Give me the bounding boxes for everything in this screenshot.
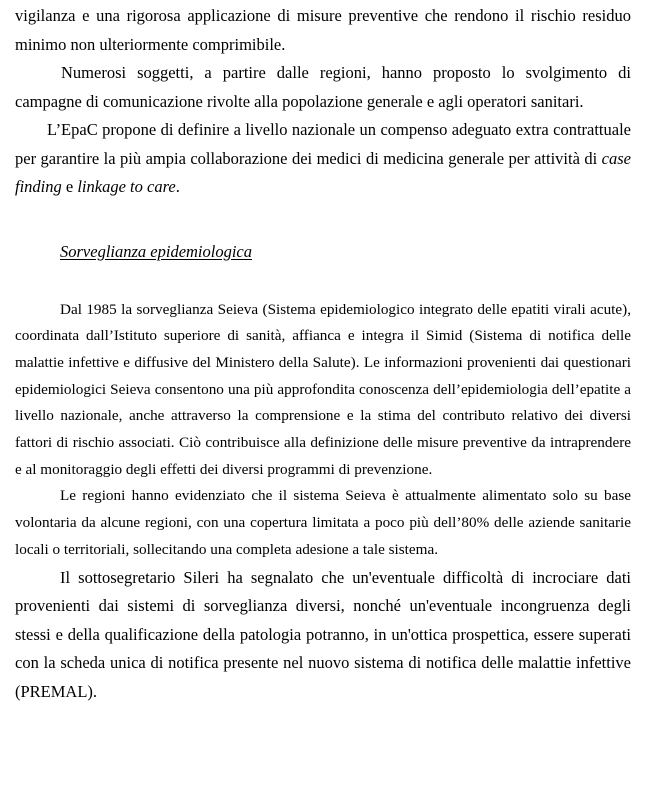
- paragraph-seieva: Dal 1985 la sorveglianza Seieva (Sistema epidemiologico integrato delle epatiti virali acute), coordinata dall’Istituto superiore di sanità, affianca e integra il Simid (Sistema di notifica delle malattie infettive e diffusive del Ministero della Salute). Le informazioni provenienti dai questionari epidemiologici Seieva consentono una più approfondita conoscenza dell’epidemiologia dell’epatite a livello nazionale, anche attraverso la comprensione e la stima del contributo relativo dei diversi fattori di rischio associati. Ciò contribuisce alla definizione delle misure preventive da intraprendere e al monitoraggio degli effetti dei diversi programmi di prevenzione.: [15, 300, 631, 478]
- paragraph-epac-text: L’EpaC propone di definire a livello nazionale un compenso adeguato extra contrattuale per garantire la più ampia collaborazione dei medici di medicina generale per attività di: [15, 120, 631, 168]
- term-case-finding: case finding: [15, 148, 631, 196]
- document-page: [15, 0, 631, 706]
- paragraph-epac-end: .: [175, 177, 180, 196]
- paragraph-epac: [15, 116, 631, 202]
- section-heading: Sorveglianza epidemiologica: [60, 241, 253, 261]
- term-linkage-to-care: linkage to care: [77, 177, 176, 196]
- paragraph-campaigns: Numerosi soggetti, a partire dalle regioni, hanno proposto lo svolgimento di campagne di comunicazione rivolte alla popolazione generale e agli operatori sanitari.: [15, 63, 631, 111]
- paragraph-regions: Le regioni hanno evidenziato che il sistema Seieva è attualmente alimentato solo su base volontaria da alcune regioni, con una copertura limitata a poco più dell’80% delle aziende sanitarie locali o territoriali, sollecitando una completa adesione a tale sistema.: [15, 487, 631, 558]
- paragraph-continuation: vigilanza e una rigorosa applicazione di misure preventive che rendono il rischio residuo minimo non ulteriormente comprimibile.: [15, 6, 631, 54]
- paragraph-sileri: Il sottosegretario Sileri ha segnalato che un'eventuale difficoltà di incrociare dati provenienti dai sistemi di sorveglianza diversi, nonché un'eventuale incongruenza degli stessi e della qualificazione della patologia potranno, in un'ottica prospettica, essere superati con la scheda unica di notifica presente nel nuovo sistema di notifica delle malattie infettive (PREMAL).: [15, 567, 631, 701]
- paragraph-epac-conjunction: e: [61, 177, 78, 196]
